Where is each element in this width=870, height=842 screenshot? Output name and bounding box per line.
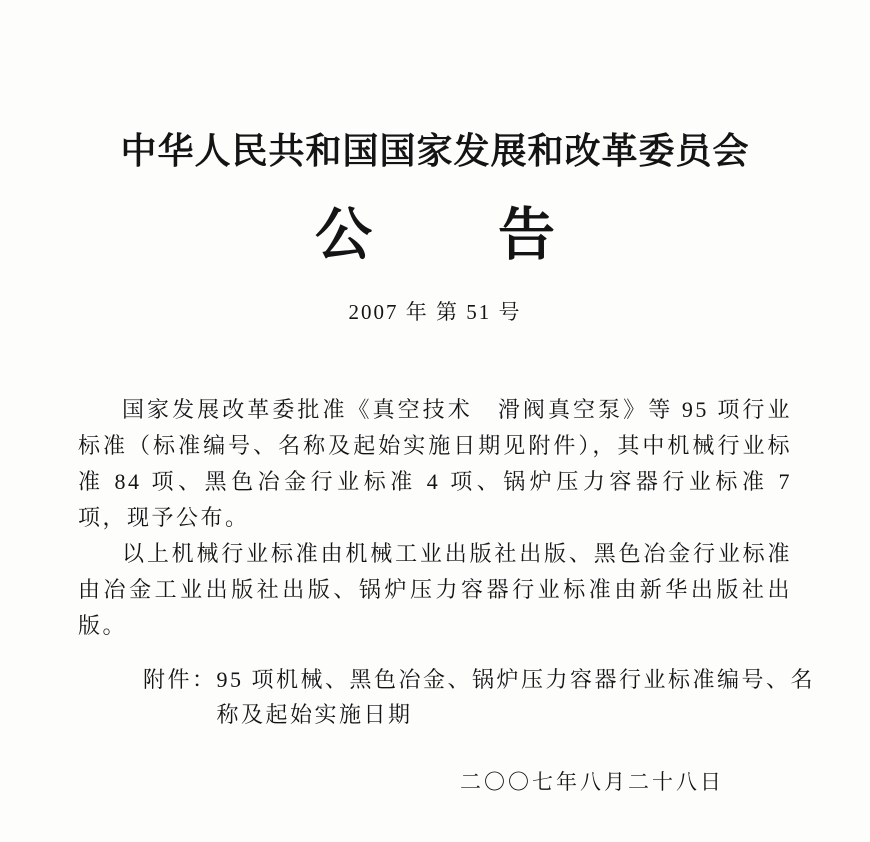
body-text — [78, 392, 792, 644]
attachment-note — [143, 662, 870, 732]
org-title: 中华人民共和国国家发展和改革委员会 — [120, 131, 750, 171]
paragraph-approval: 国家发展改革委批准《真空技术 滑阀真空泵》等 95 项行业标准（标准编号、名称及起始实施日期见附件），其中机械行业标准 84 项、黑色冶金行业标准 4 项、锅炉压力容器行业标准 7 项，现予公布。 — [78, 396, 792, 530]
paragraph-publishers: 以上机械行业标准由机械工业出版社出版、黑色冶金行业标准由冶金工业出版社出版、锅炉压力容器行业标准由新华出版社出版。 — [78, 540, 792, 638]
announcement-title-char-right: 告 — [498, 204, 555, 268]
attachment-line-1: 95 项机械、黑色冶金、锅炉压力容器行业标准编号、名 — [216, 666, 816, 692]
announcement-title-char-left: 公 — [315, 204, 372, 268]
attachment-label: 附件： — [143, 666, 217, 692]
issue-date: 二〇〇七年八月二十八日 — [460, 769, 724, 794]
attachment-content — [217, 662, 816, 732]
attachment-line-2: 称及起始实施日期 — [216, 701, 413, 727]
doc-number: 2007 年 第 51 号 — [348, 299, 522, 324]
announcement-title — [0, 205, 870, 268]
